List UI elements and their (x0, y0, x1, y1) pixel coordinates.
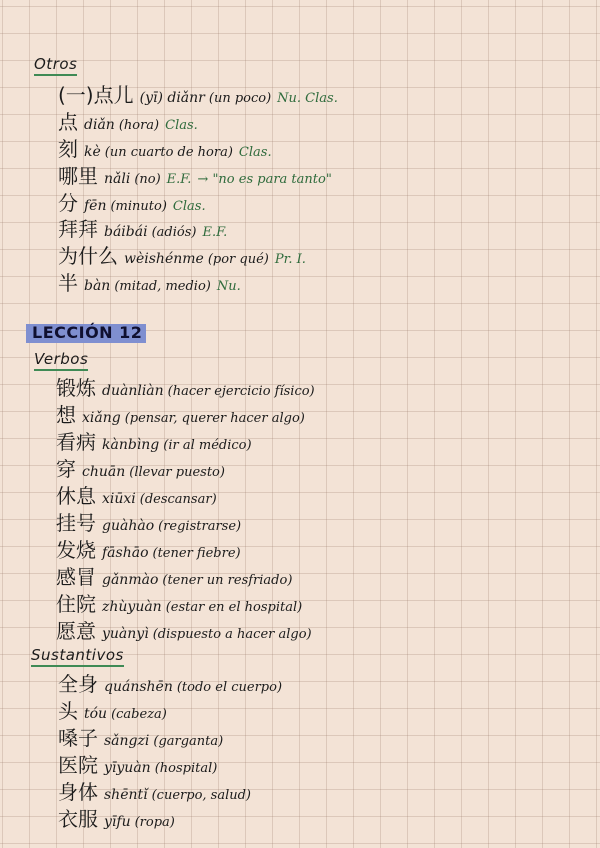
hanzi: 嗓子 (58, 726, 98, 750)
pinyin: báibái (104, 224, 148, 240)
translation: (registrarse) (158, 519, 242, 534)
word-category: Pr. I. (274, 252, 306, 267)
vocab-row (56, 372, 315, 401)
pinyin: kànbìng (102, 437, 160, 453)
translation: (minuto) (110, 199, 167, 214)
hanzi: 住院 (56, 592, 96, 616)
vocab-row (56, 507, 241, 536)
translation: (ropa) (134, 815, 175, 830)
hanzi: 为什么 (58, 244, 118, 268)
translation: (cuerpo, salud) (151, 788, 252, 803)
hanzi: 愿意 (56, 619, 96, 643)
translation: (adiós) (151, 225, 197, 240)
pinyin: chuān (82, 464, 126, 480)
translation: (un cuarto de hora) (104, 145, 233, 160)
vocab-row (58, 160, 332, 189)
pinyin: fāshāo (102, 545, 149, 561)
pinyin: xiǎng (82, 410, 121, 426)
word-category: Nu. Clas. (277, 91, 338, 106)
translation: (cabeza) (111, 707, 167, 722)
word-category: Clas. (238, 145, 272, 160)
hanzi: 看病 (56, 430, 96, 454)
lesson-title: LECCIÓN 12 (32, 323, 143, 342)
translation: (llevar puesto) (129, 465, 225, 480)
translation: (estar en el hospital) (165, 600, 303, 615)
translation: (garganta) (153, 734, 224, 749)
hanzi: 分 (58, 191, 78, 215)
vocab-row (56, 615, 312, 644)
vocab-row (56, 588, 302, 617)
otros-heading: Otros (34, 55, 77, 76)
vocab-row (58, 106, 198, 135)
hanzi: (一)点儿 (58, 83, 134, 107)
hanzi: 想 (56, 403, 76, 427)
translation: (dispuesto a hacer algo) (152, 627, 312, 642)
hanzi: 医院 (58, 753, 98, 777)
vocab-row (58, 267, 241, 296)
pinyin: quánshēn (104, 679, 173, 695)
word-category: E.F. (166, 172, 192, 187)
pinyin: yuànyì (102, 626, 149, 642)
hanzi: 挂号 (56, 511, 96, 535)
pinyin: wèishénme (124, 251, 204, 267)
hanzi: 头 (58, 699, 78, 723)
pinyin: yīfu (104, 814, 131, 830)
hanzi: 半 (58, 271, 78, 295)
hanzi: 休息 (56, 484, 96, 508)
translation: (hospital) (154, 761, 218, 776)
pinyin: guàhào (102, 518, 155, 534)
translation: (tener un resfriado) (162, 573, 293, 588)
vocab-row (56, 534, 241, 563)
vocab-row (58, 133, 272, 162)
hanzi: 哪里 (58, 164, 98, 188)
pinyin: (yī) diǎnr (139, 90, 205, 106)
translation: (tener fiebre) (152, 546, 241, 561)
pinyin: tóu (84, 706, 108, 722)
vocab-row (58, 776, 251, 805)
hanzi: 拜拜 (58, 217, 98, 241)
vocab-row (58, 722, 223, 751)
vocab-row (56, 453, 225, 482)
pinyin: diǎn (84, 117, 115, 133)
hanzi: 全身 (58, 672, 98, 696)
pinyin: zhùyuàn (102, 599, 162, 615)
hanzi: 身体 (58, 780, 98, 804)
hanzi: 点 (58, 110, 78, 134)
vocab-row (58, 213, 227, 242)
vocab-row (58, 79, 338, 108)
pinyin: fēn (84, 198, 107, 214)
translation: (todo el cuerpo) (176, 680, 283, 695)
lesson-title-highlight (26, 324, 146, 343)
translation: (hora) (118, 118, 160, 133)
vocab-row (58, 803, 175, 832)
translation: (descansar) (139, 492, 217, 507)
vocab-row (56, 426, 252, 455)
pinyin: xiūxi (102, 491, 136, 507)
pinyin: nǎli (104, 171, 131, 187)
sustantivos-heading: Sustantivos (31, 646, 124, 667)
word-category: Clas. (172, 199, 206, 214)
hanzi: 衣服 (58, 807, 98, 831)
translation: (un poco) (208, 91, 272, 106)
vocab-row (58, 695, 167, 724)
translation: (no) (134, 172, 161, 187)
translation: (por qué) (207, 252, 269, 267)
vocab-row (58, 240, 306, 269)
hanzi: 穿 (56, 457, 76, 481)
usage-note: → "no es para tanto" (197, 172, 332, 187)
hanzi: 发烧 (56, 538, 96, 562)
translation: (pensar, querer hacer algo) (124, 411, 305, 426)
vocab-row (58, 668, 282, 697)
pinyin: yīyuàn (104, 760, 151, 776)
pinyin: bàn (84, 278, 111, 294)
hanzi: 刻 (58, 137, 78, 161)
word-category: E.F. (202, 225, 228, 240)
pinyin: sǎngzi (104, 733, 150, 749)
pinyin: gǎnmào (102, 572, 159, 588)
translation: (hacer ejercicio físico) (167, 384, 315, 399)
vocab-row (58, 749, 217, 778)
translation: (ir al médico) (163, 438, 252, 453)
verbos-heading: Verbos (34, 350, 88, 371)
vocab-row (58, 187, 206, 216)
vocab-row (56, 399, 305, 428)
pinyin: kè (84, 144, 101, 160)
pinyin: shēntǐ (104, 787, 148, 803)
vocab-row (56, 480, 217, 509)
word-category: Nu. (216, 279, 241, 294)
translation: (mitad, medio) (114, 279, 211, 294)
hanzi: 感冒 (56, 565, 96, 589)
word-category: Clas. (165, 118, 198, 133)
vocab-row (56, 561, 292, 590)
pinyin: duànliàn (102, 383, 164, 399)
hanzi: 锻炼 (56, 376, 96, 400)
